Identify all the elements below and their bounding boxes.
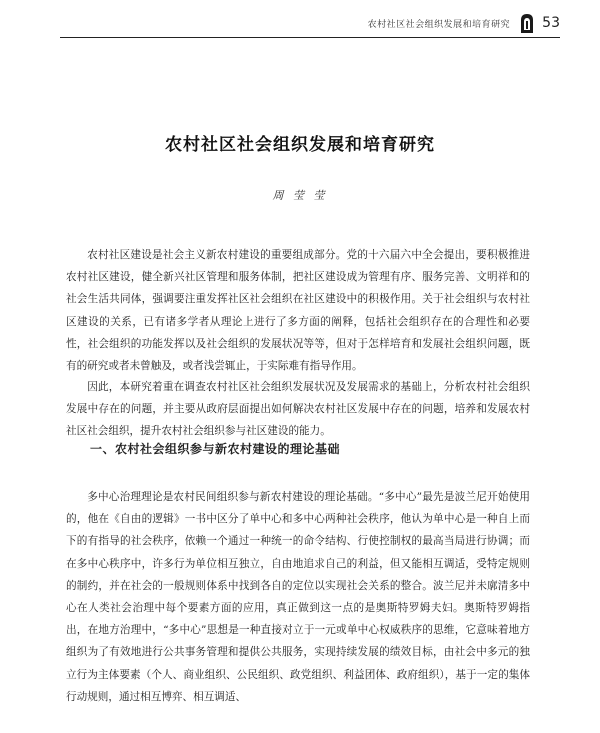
article-author: 周 莹 莹 bbox=[272, 189, 328, 202]
section-heading: 一、农村社会组织参与新农村建设的理论基础 bbox=[90, 442, 341, 456]
article-title: 农村社区社会组织发展和培育研究 bbox=[165, 135, 435, 155]
page-number: 53 bbox=[542, 15, 560, 31]
body-paragraph-3: 多中心治理理论是农村民间组织参与新农村建设的理论基础。“多中心”最先是波兰尼开始使用的，他在《自由的逻辑》一书中区分了单中心和多中心两种社会秩序，他认为单中心是一种自上而下的有指导的社会秩序，依赖一个通过一种统一的命令结构、行使控制权的最高当局进行协调；而在多中心秩序中，许多行为单位相互独立，自由地追求自己的利益，但又能相互调适，受特定规则的制约，并在社会的一般规则体系中找到各自的定位以实现社会关系的整合。波兰尼并未廓清多中心在人类社会治理中每个要素方面的应用，真正做到这一点的是奥斯特罗姆夫妇。奥斯特罗姆指出，在地方治理中，“多中心”思想是一种直接对立于一元或单中心权威秩序的思维，它意味着地方组织为了有效地进行公共事务管理和提供公共服务，实现持续发展的绩效目标，由社会中多元的独立行为主体要素（个人、商业组织、公民组织、政党组织、利益团体、政府组织），基于一定的集体行动规则，通过相互博弈、相互调适、 bbox=[66, 491, 530, 703]
running-head-journal-title: 农村社区社会组织发展和培育研究 bbox=[367, 19, 511, 30]
body-paragraph-1: 农村社区建设是社会主义新农村建设的重要组成部分。党的十六届六中全会提出，要积极推进农村社区建设，健全新兴社区管理和服务体制，把社区建设成为管理有序、服务完善、文明祥和的社会生活共同体，强调要注重发挥社区社会组织在社区建设中的积极作用。关于社会组织与农村社区建设的关系，已有诸多学者从理论上进行了多方面的阐释，包括社会组织存在的合理性和必要性，社会组织的功能发挥以及社会组织的发展状况等等，但对于怎样培育和发展社会组织问题，既有的研究或者未曾触及，或者浅尝辄止，于实际难有指导作用。 bbox=[66, 249, 530, 373]
header-rule bbox=[60, 37, 560, 38]
running-head bbox=[60, 10, 560, 36]
journal-emblem-icon bbox=[518, 12, 536, 34]
body-paragraph-2: 因此，本研究着重在调查农村社区社会组织发展状况及发展需求的基础上，分析农村社会组织发展中存在的问题，并主要从政府层面提出如何解决农村社区发展中存在的问题，培养和发展农村社区社会组织，提升农村社会组织参与社区建设的能力。 bbox=[66, 381, 530, 438]
